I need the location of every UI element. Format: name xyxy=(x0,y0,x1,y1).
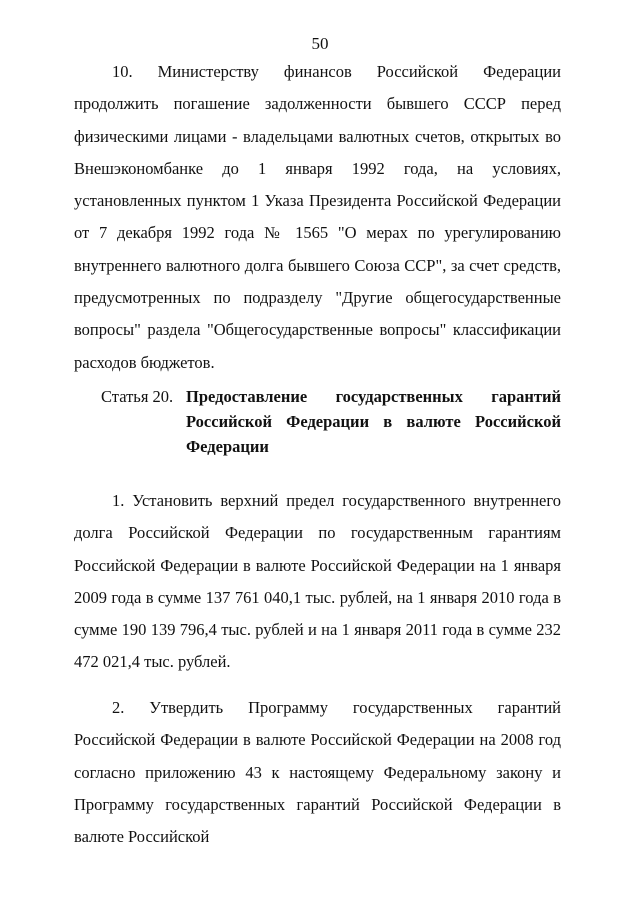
paragraph-1: 1. Установить верхний предел государственного внутреннего долга Российской Федерации по государственным гарантиям Российской Федерации в валюте Российской Федерации на 1 января 2009 года в сумме 137 761 040,1 тыс. рублей, на 1 января 2010 года в сумме 190 139 796,4 тыс. рублей и на 1 января 2011 года в сумме 232 472 021,4 тыс. рублей. xyxy=(74,491,561,672)
paragraph-2: 2. Утвердить Программу государственных гарантий Российской Федерации в валюте Российской Федерации на 2008 год согласно приложению 43 к настоящему Федеральному закону и Программу государственных гарантий Российской Федерации в валюте Российской xyxy=(74,698,561,847)
article-label: Статья 20. xyxy=(101,387,174,406)
page-number: 50 xyxy=(311,34,329,53)
article-title: Предоставление государственных гарантий Российской Федерации в валюте Российской Федерации xyxy=(186,387,561,456)
paragraph-10: 10. Министерству финансов Российской Федерации продолжить погашение задолженности бывшего СССР перед физическими лицами - владельцами валютных счетов, открытых во Внешэкономбанке до 1 января 1992 года, на условиях, установленных пунктом 1 Указа Президента Российской Федерации от 7 декабря 1992 года № 1565 "О мерах по урегулированию внутреннего валютного долга бывшего Союза ССР", за счет средств, предусмотренных по подразделу "Другие общегосударственные вопросы" раздела "Общегосударственные вопросы" классификации расходов бюджетов. xyxy=(74,62,561,372)
